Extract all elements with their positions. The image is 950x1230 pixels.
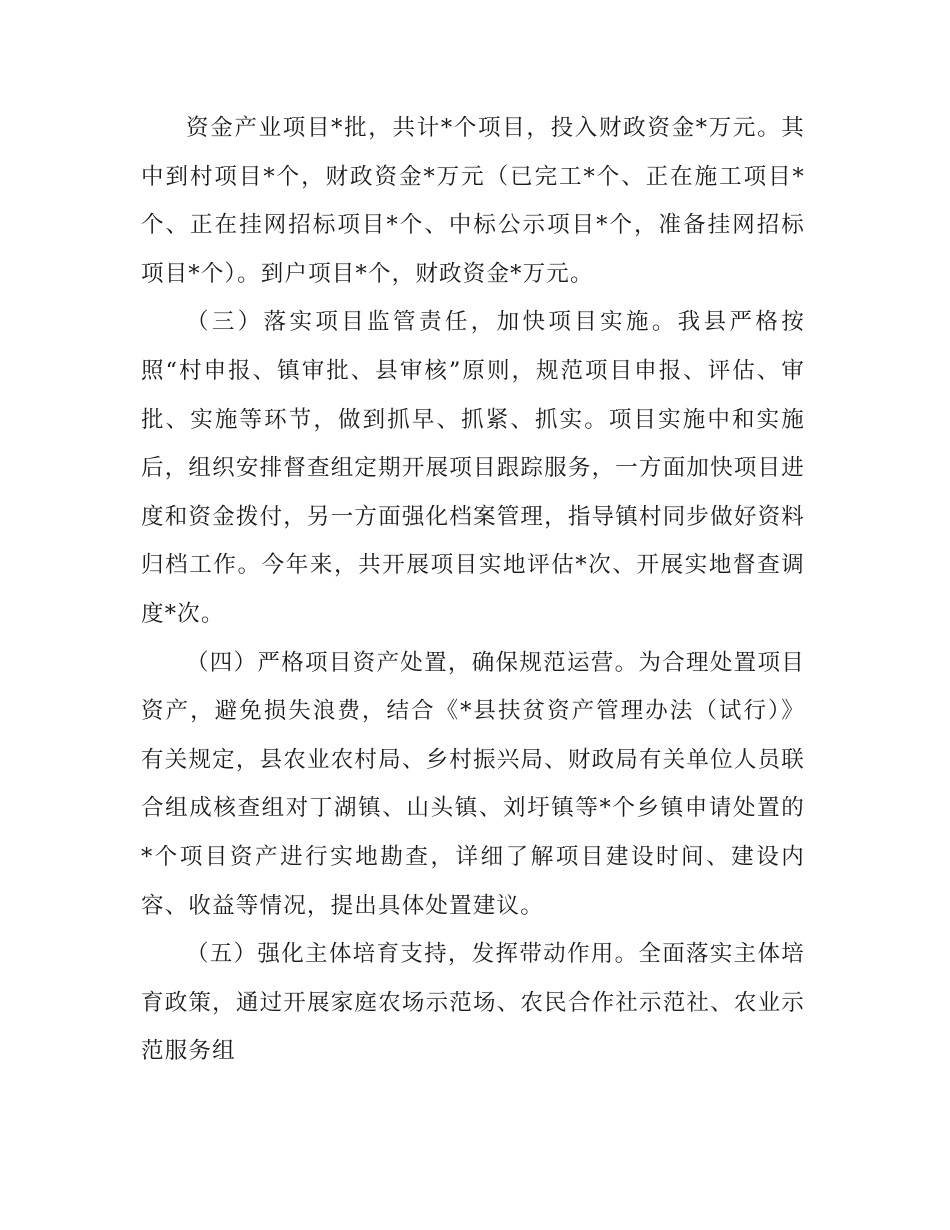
document-body [141,104,805,1076]
paragraph-asset-disposal: （四）严格项目资产处置，确保规范运营。为合理处置项目资产，避免损失浪费，结合《*县扶贫资产管理办法（试行）》有关规定，县农业农村局、乡村振兴局、财政局有关单位人员联合组成核查组对丁湖镇、山头镇、刘圩镇等*个乡镇申请处置的*个项目资产进行实地勘查，详细了解项目建设时间、建设内容、收益等情况，提出具体处置建议。 [141,649,805,919]
paragraph-entity-cultivation: （五）强化主体培育支持，发挥带动作用。全面落实主体培育政策，通过开展家庭农场示范场、农民合作社示范社、农业示范服务组 [141,941,805,1065]
paragraph-project-supervision: （三）落实项目监管责任，加快项目实施。我县严格按照“村申报、镇审批、县审核”原则，规范项目申报、评估、审批、实施等环节，做到抓早、抓紧、抓实。项目实施中和实施后，组织安排督查组定期开展项目跟踪服务，一方面加快项目进度和资金拨付，另一方面强化档案管理，指导镇村同步做好资料归档工作。今年来，共开展项目实地评估*次、开展实地督查调度*次。 [141,309,805,627]
paragraph-funding-summary: 资金产业项目*批，共计*个项目，投入财政资金*万元。其中到村项目*个，财政资金*万元（已完工*个、正在施工项目*个、正在挂网招标项目*个、中标公示项目*个，准备挂网招标项目*个）。到户项目*个，财政资金*万元。 [141,115,805,287]
